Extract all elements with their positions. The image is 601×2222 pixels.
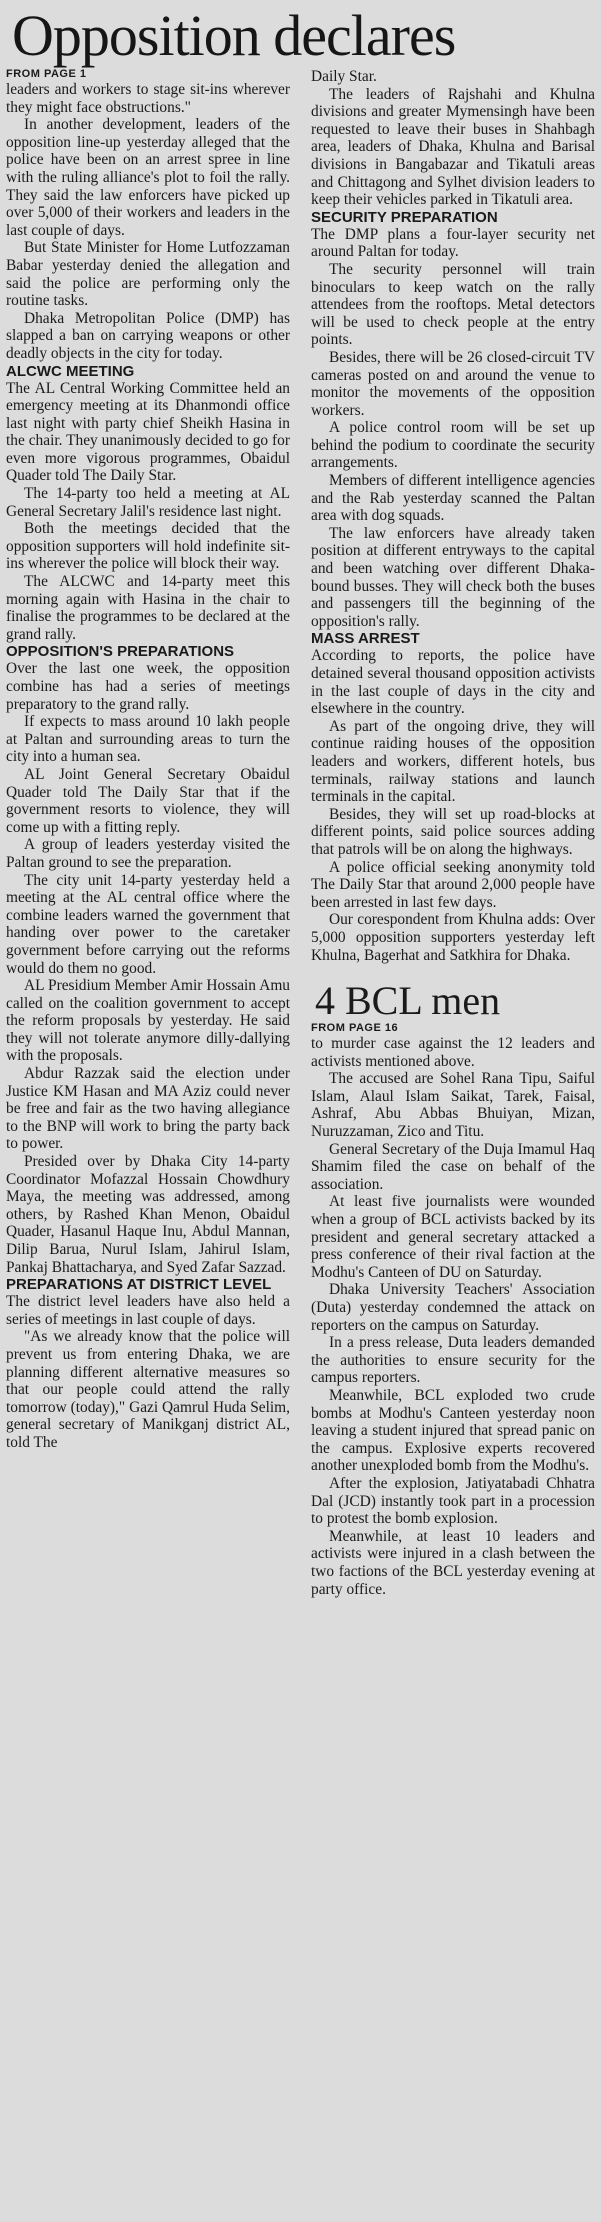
left-column [6, 68, 290, 1598]
paragraph: The accused are Sohel Rana Tipu, Saiful Islam, Alaul Islam Saikat, Tarek, Faisal, Ashraf, Abu Abbas Bhuiyan, Mizan, Nuruzzaman, Zico and Titu. [311, 1070, 595, 1141]
paragraph: The AL Central Working Committee held an emergency meeting at its Dhanmondi office last night with party chief Sheikh Hasina in the chair. They unanimously decided to go for even more vigorous programmes, Obaidul Quader told The Daily Star. [6, 379, 290, 485]
continued-from-label: FROM PAGE 16 [311, 1022, 399, 1035]
subheading: ALCWC MEETING [6, 362, 135, 380]
paragraph: Besides, they will set up road-blocks at different points, said police sources adding that patrols will be on along the highways. [311, 805, 595, 858]
paragraph: Members of different intelligence agencies and the Rab yesterday scanned the Paltan area with dog squads. [311, 472, 595, 525]
paragraph: Our corespondent from Khulna adds: Over 5,000 opposition supporters yesterday left Khulna, Bagerhat and Satkhira for Dhaka. [311, 911, 595, 964]
paragraph: A group of leaders yesterday visited the Paltan ground to see the preparation. [6, 836, 290, 871]
paragraph: The 14-party too held a meeting at AL General Secretary Jalil's residence last night. [6, 485, 290, 520]
paragraph: Abdur Razzak said the election under Justice KM Hasan and MA Aziz could never be free and fair as the two having allegiance to the BNP will work to bring the party back to power. [6, 1065, 290, 1153]
subheading: OPPOSITION'S PREPARATIONS [6, 643, 235, 661]
paragraph: Besides, there will be 26 closed-circuit TV cameras posted on and around the venue to monitor the movements of the opposition workers. [311, 348, 595, 419]
headline: Opposition declares [12, 6, 456, 68]
right-column [311, 68, 595, 1598]
paragraph: According to reports, the police have detained several thousand opposition activists in the last couple of days in the city and elsewhere in the country. [311, 647, 595, 718]
paragraph: In another development, leaders of the opposition line-up yesterday alleged that the police have been on an arrest spree in line with the ruling alliance's plot to foil the rally. They said the law enforcers have picked up over 5,000 of their workers and leaders in the last couple of days. [6, 116, 290, 239]
second-headline: 4 BCL men [315, 978, 501, 1024]
paragraph: Daily Star. [311, 68, 377, 85]
paragraph: The DMP plans a four-layer security net around Paltan for today. [311, 225, 595, 261]
paragraph: AL Presidium Member Amir Hossain Amu called on the coalition government to accept the reform proposals by yesterday. He said they will not tolerate anymore dilly-dallying with the proposals. [6, 977, 290, 1065]
newspaper-clipping [6, 6, 595, 2210]
paragraph: After the explosion, Jatiyatabadi Chhatra Dal (JCD) instantly took part in a procession to protest the bomb explosion. [311, 1474, 595, 1528]
paragraph: A police official seeking anonymity told The Daily Star that around 2,000 people have been arrested in last few days. [311, 858, 595, 911]
paragraph: Dhaka Metropolitan Police (DMP) has slapped a ban on carrying weapons or other deadly objects in the city for today. [6, 309, 290, 362]
paragraph: In a press release, Duta leaders demanded the authorities to ensure security for the campus reporters. [311, 1334, 595, 1387]
continued-from-label: FROM PAGE 1 [6, 68, 87, 80]
paragraph: The city unit 14-party yesterday held a meeting at the AL central office where the combine leaders warned the government that handing over power to the caretaker government before carrying out the reforms would do them no good. [6, 871, 290, 977]
paragraph: The security personnel will train binoculars to keep watch on the rally attendees from the rooftops. Metal detectors will be used to check people at the entry points. [311, 260, 595, 349]
paragraph: Presided over by Dhaka City 14-party Coordinator Mofazzal Hossain Chowdhury Maya, the meeting was addressed, among others, by Rashed Khan Menon, Obaidul Quader, Hasanul Haque Inu, Abdul Mannan, Dilip Barua, Nurul Islam, Jahirul Islam, Pankaj Bhattacharya, and Syed Zafar Sazzad. [6, 1153, 290, 1276]
paragraph: A police control room will be set up behind the podium to coordinate the security arrangements. [311, 419, 595, 472]
paragraph: The ALCWC and 14-party meet this morning again with Hasina in the chair to finalise the programmes to be declared at the grand rally. [6, 573, 290, 643]
paragraph: Over the last one week, the opposition combine has had a series of meetings preparatory to the grand rally. [6, 660, 290, 713]
paragraph: At least five journalists were wounded when a group of BCL activists backed by its president and general secretary attacked a press conference of their rival faction at the Modhu's Canteen of DU on Saturday. [311, 1193, 595, 1281]
paragraph: "As we already know that the police will prevent us from entering Dhaka, we are planning different alternative measures so that our people could attend the rally tomorrow (today)," Gazi Qamrul Huda Selim, general secretary of Manikganj district AL, told The [6, 1328, 290, 1451]
paragraph: Dhaka University Teachers' Association (Duta) yesterday condemned the attack on reporters on the campus on Saturday. [311, 1281, 595, 1334]
paragraph: leaders and workers to stage sit-ins wherever they might face obstructions." [6, 81, 290, 116]
subheading: PREPARATIONS AT DISTRICT LEVEL [6, 1276, 272, 1294]
paragraph: Meanwhile, BCL exploded two crude bombs at Modhu's Canteen yesterday noon leaving a student injured that spread panic on the campus. Explosive experts recovered another unexploded bomb from the Modhu's. [311, 1386, 595, 1475]
paragraph: Both the meetings decided that the opposition supporters will hold indefinite sit-ins wherever the police will block their way. [6, 520, 290, 573]
paragraph: If expects to mass around 10 lakh people at Paltan and surrounding areas to turn the city into a human sea. [6, 713, 290, 766]
paragraph: Meanwhile, at least 10 leaders and activists were injured in a clash between the two factions of the BCL yesterday evening at party office. [311, 1527, 595, 1598]
article-columns [6, 68, 595, 1598]
paragraph: The law enforcers have already taken position at different entryways to the capital and been watching over different Dhaka-bound busses. They will check both the buses and passengers till the beginning of the opposition's rally. [311, 524, 595, 630]
paragraph: The leaders of Rajshahi and Khulna divisions and greater Mymensingh have been requested to leave their buses in Shahbagh area, leaders of Dhaka, Khulna and Barisal divisions in Bangabazar and Tikatuli areas and Chittagong and Sylhet division leaders to keep their vehicles parked in Tikatuli area. [311, 85, 595, 209]
paragraph: The district level leaders have also held a series of meetings in last couple of days. [6, 1293, 290, 1328]
paragraph: to murder case against the 12 leaders and activists mentioned above. [311, 1035, 595, 1070]
paragraph: But State Minister for Home Lutfozzaman Babar yesterday denied the allegation and said the police are performing only the routine tasks. [6, 239, 290, 310]
paragraph: AL Joint General Secretary Obaidul Quader told The Daily Star that if the government resorts to violence, they will come up with a fitting reply. [6, 765, 290, 836]
subheading: MASS ARREST [311, 630, 420, 648]
paragraph: General Secretary of the Duja Imamul Haq Shamim filed the case on behalf of the association. [311, 1140, 595, 1193]
paragraph: As part of the ongoing drive, they will continue raiding houses of the opposition leaders and workers, different hotels, bus terminals, railway stations and launch terminals in the capital. [311, 717, 595, 806]
subheading: SECURITY PREPARATION [311, 208, 498, 226]
